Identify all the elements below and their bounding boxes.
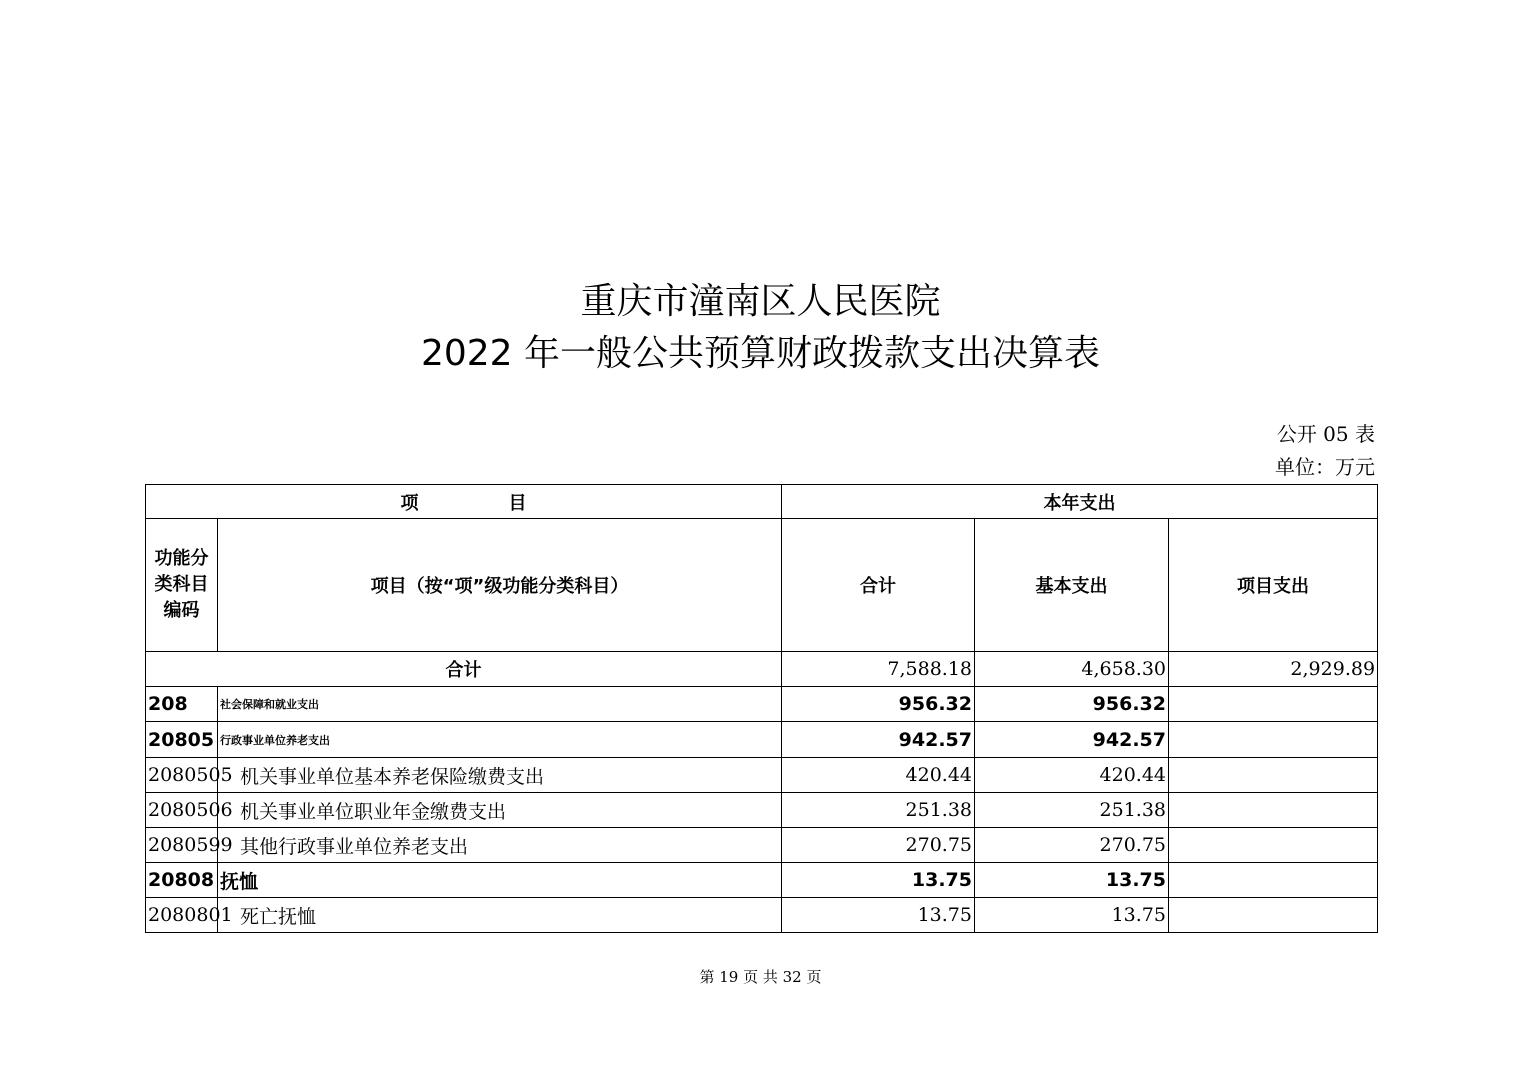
row-total: 956.32 [782,687,975,722]
row-total: 942.57 [782,722,975,758]
row-code: 2080599 [146,828,218,863]
row-code: 2080505 [146,758,218,793]
header-basic: 基本支出 [975,519,1169,652]
row-code: 2080506 [146,793,218,828]
total-total: 7,588.18 [782,652,975,687]
row-project [1169,828,1378,863]
table-row [146,722,1378,758]
row-name: 抚恤 [218,863,782,898]
table-number: 公开 05 表 [1276,422,1375,446]
row-basic: 13.75 [975,863,1169,898]
expenditure-table [145,484,1378,933]
row-code: 2080801 [146,898,218,933]
row-project [1169,758,1378,793]
row-total: 251.38 [782,793,975,828]
header-item: 项目（按“项”级功能分类科目） [218,519,782,652]
row-total: 13.75 [782,863,975,898]
header-code: 功能分类科目编码 [146,519,218,652]
row-basic: 942.57 [975,722,1169,758]
table-row [146,793,1378,828]
row-name: 其他行政事业单位养老支出 [218,828,782,863]
row-name: 死亡抚恤 [218,898,782,933]
header-project-expenditure: 项目支出 [1169,519,1378,652]
header-project: 项 目 [146,485,782,519]
row-name: 机关事业单位基本养老保险缴费支出 [218,758,782,793]
header-total: 合计 [782,519,975,652]
row-total: 13.75 [782,898,975,933]
row-code: 20808 [146,863,218,898]
unit-label: 单位：万元 [1275,455,1375,479]
row-project [1169,898,1378,933]
row-name: 行政事业单位养老支出 [218,722,782,758]
row-project [1169,722,1378,758]
table-row [146,828,1378,863]
row-project [1169,863,1378,898]
row-code: 20805 [146,722,218,758]
row-total: 420.44 [782,758,975,793]
report-title-line2: 2022 年一般公共预算财政拨款支出决算表 [420,333,1101,374]
row-code: 208 [146,687,218,722]
row-total: 270.75 [782,828,975,863]
row-project [1169,687,1378,722]
total-label: 合计 [146,652,782,687]
row-basic: 956.32 [975,687,1169,722]
total-project: 2,929.89 [1169,652,1378,687]
row-basic: 270.75 [975,828,1169,863]
table-row [146,863,1378,898]
page-number: 第 19 页 共 32 页 [699,968,822,986]
table-row [146,758,1378,793]
header-current-year: 本年支出 [782,485,1378,519]
total-basic: 4,658.30 [975,652,1169,687]
row-basic: 251.38 [975,793,1169,828]
total-row [146,652,1378,687]
row-basic: 420.44 [975,758,1169,793]
row-project [1169,793,1378,828]
table-row [146,687,1378,722]
row-name: 机关事业单位职业年金缴费支出 [218,793,782,828]
row-name: 社会保障和就业支出 [218,687,782,722]
table-row [146,898,1378,933]
report-title-line1: 重庆市潼南区人民医院 [580,281,941,322]
row-basic: 13.75 [975,898,1169,933]
